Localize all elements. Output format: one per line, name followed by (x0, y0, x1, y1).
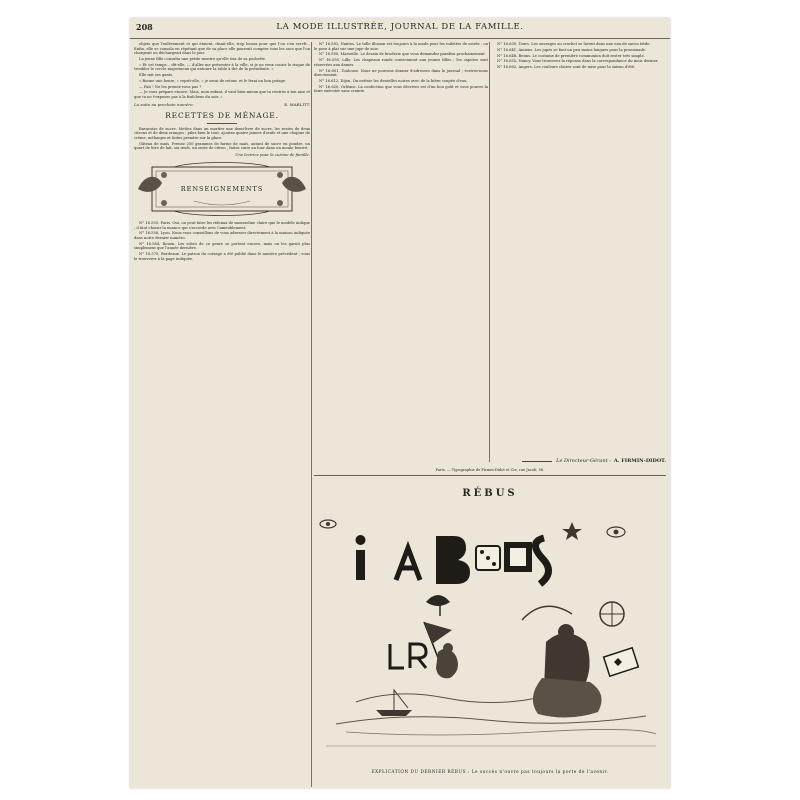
answer-paragraph: N° 16.558, Lyon. Nous vous conseillons de vous adresser directement à la maison indiquée dans notre dernier numéro. (134, 231, 310, 240)
rebus-landscape-icon (326, 690, 656, 746)
continuation-note: La suite au prochain numéro. (134, 101, 194, 107)
right-column (492, 42, 666, 482)
newspaper-page (130, 18, 670, 788)
answer-paragraph: N° 16.564, Rouen. Les robes de ce genre se portent encore, mais on les garnit plus simplement que l'année dernière. (134, 241, 310, 251)
rebus-caption: EXPLICATION DU DERNIER RÉBUS : Le succès n'ouvre pas toujours la porte de l'avenir. (371, 770, 609, 775)
printer-line: Paris. — Typographie de Firmin-Didot et Cie, rue Jacob, 56. (314, 468, 666, 476)
rebus-letter-i-icon (356, 535, 366, 580)
renseignements-banner (134, 161, 310, 217)
rebus-stars-icon (320, 520, 625, 540)
answer-paragraph: N° 16.601, Toulouse. Nous ne pouvons donner d'adresses dans le journal ; écrivez-nous directement. (314, 68, 488, 78)
column-rule (489, 42, 490, 462)
recipes-heading: RECETTES DE MÉNAGE. (134, 111, 310, 124)
rebus-bois-word-icon (436, 536, 549, 584)
page-header (130, 18, 670, 39)
answer-paragraph: N° 16.648, Reims. Le costume de première communion doit rester très simple. (497, 53, 645, 58)
middle-column (314, 42, 488, 467)
story-paragraph: Elle mit ses gants. (139, 73, 174, 78)
story-paragraph: La jeune fille consulta une petite montre qu'elle tira de sa pochette. (139, 56, 267, 61)
renseignements-label: RENSEIGNEMENTS (178, 186, 267, 193)
rebus-seated-figure-icon (522, 606, 602, 717)
rebus-wheel-icon (600, 602, 624, 626)
recipes-credit: Une lectrice pour la cuisine de famille. (235, 152, 310, 157)
column-rule (311, 42, 312, 787)
story-paragraph: « Bonne une heure, » reprit-elle, « je serai de retour, et le ferai un bon potage. (139, 78, 287, 83)
answer-paragraph: N° 16.662, Angers. Les couleurs claires sont de mise pour la saison d'été. (497, 65, 636, 70)
journal-title: LA MODE ILLUSTRÉE, JOURNAL DE LA FAMILLE. (276, 22, 524, 32)
story-paragraph: « Et cet temps... dit-elle, — d'aller me présenter à la ville, si je ne veux courir le risque de troubler le cercle majestueux qui entoure la table à thé de la présidente. » (134, 62, 310, 72)
signature-dash (522, 461, 552, 462)
rebus-illustration (316, 502, 666, 764)
answer-paragraph: N° 16.612, Dijon. On nettoie les dentelles noires avec de la bière coupée d'eau. (319, 78, 468, 83)
recipe-paragraph: Gâteau de maïs. Prenez 250 grammes de farine de maïs, autant de sucre en poudre, un quart de litre de lait, six œufs, un zeste de citron ; faites cuire au four dans un moule beurré. (134, 141, 310, 151)
answer-paragraph: N° 16.590, Marseille. Le dessin de broderie que vous demandez paraîtra prochainement. (319, 52, 486, 57)
story-paragraph: — Je vous prépare encore. Mais, mon enfant, il vaut bien mieux que tu rentres à ton aise et que tu ne t'exposes pas à la fraîcheur du soir. » (134, 90, 310, 100)
left-column (134, 42, 310, 787)
answer-paragraph: N° 16.595, Lille. Les chapeaux ronds conviennent aux jeunes filles ; les capotes sont réservées aux dames. (314, 58, 488, 67)
answer-paragraph: N° 16.582, Nantes. Le tulle illusion est toujours à la mode pour les toilettes de soirée ; on le pose à plat sur une jupe de soie. (314, 42, 488, 51)
answer-paragraph: N° 16.620, Orléans. La confection que vous décrivez est d'un bon goût et vous pouvez la faire exécuter sans crainte. (314, 84, 488, 94)
story-paragraph: objets que l'enlèvement et qui étaient, disait-elle, trop beaux pour que l'on s'en servît... Enfin, elle se consola en répétant que de sa place elle pourrait compter tous les sacs que l'on chargeait ou déchargeait dans le jour. (134, 42, 310, 56)
director-name: A. FIRMIN-DIDOT. (613, 458, 666, 464)
answer-paragraph: N° 16.641, Amiens. Les jupes se font un peu moins longues pour la promenade. (497, 47, 647, 52)
rebus-letter-a-icon (396, 548, 420, 580)
story-signature (134, 102, 310, 108)
answer-paragraph: N° 16.570, Bordeaux. Le patron du corsage a été publié dans le numéro précédent ; vous le trouverez à la page indiquée. (134, 252, 310, 261)
rebus-playing-card-icon (604, 648, 639, 676)
answer-paragraph: N° 16.630, Tours. Les ouvrages au crochet se lavent dans une eau de savon tiède. (497, 42, 651, 46)
recipe-paragraph: Bavaroise de sucre. Mettez dans un mortier une demi-livre de sucre, les zestes de deux citrons et de deux oranges ; pilez bien le tout, ajoutez quatre jaunes d'œufs et une chopine de crème, mélangez et faites prendre sur la glace. (134, 126, 310, 140)
page-number: 208 (136, 22, 153, 32)
story-paragraph: — Fait ! Ne les prenez-vous pas ? (139, 84, 202, 89)
rebus-bird-icon (426, 595, 450, 616)
author-name: E. MARLITT. (284, 101, 310, 107)
answer-paragraph: N° 16.555, Paris. Oui, on peut faire les rideaux de mousseline claire que le modèle indique ; il faut choisir la nuance qui s'accorde avec l'ameublement. (134, 221, 310, 230)
director-signature (314, 456, 666, 466)
rebus-title: RÉBUS (462, 488, 518, 499)
rebus-lr-letters-icon (390, 644, 426, 668)
director-label: Le Directeur-Gérant : (556, 458, 611, 464)
rebus-figure-with-flag-icon (424, 622, 458, 678)
answer-paragraph: N° 16.655, Nancy. Vous trouverez la réponse dans la correspondance du mois dernier. (497, 59, 659, 64)
